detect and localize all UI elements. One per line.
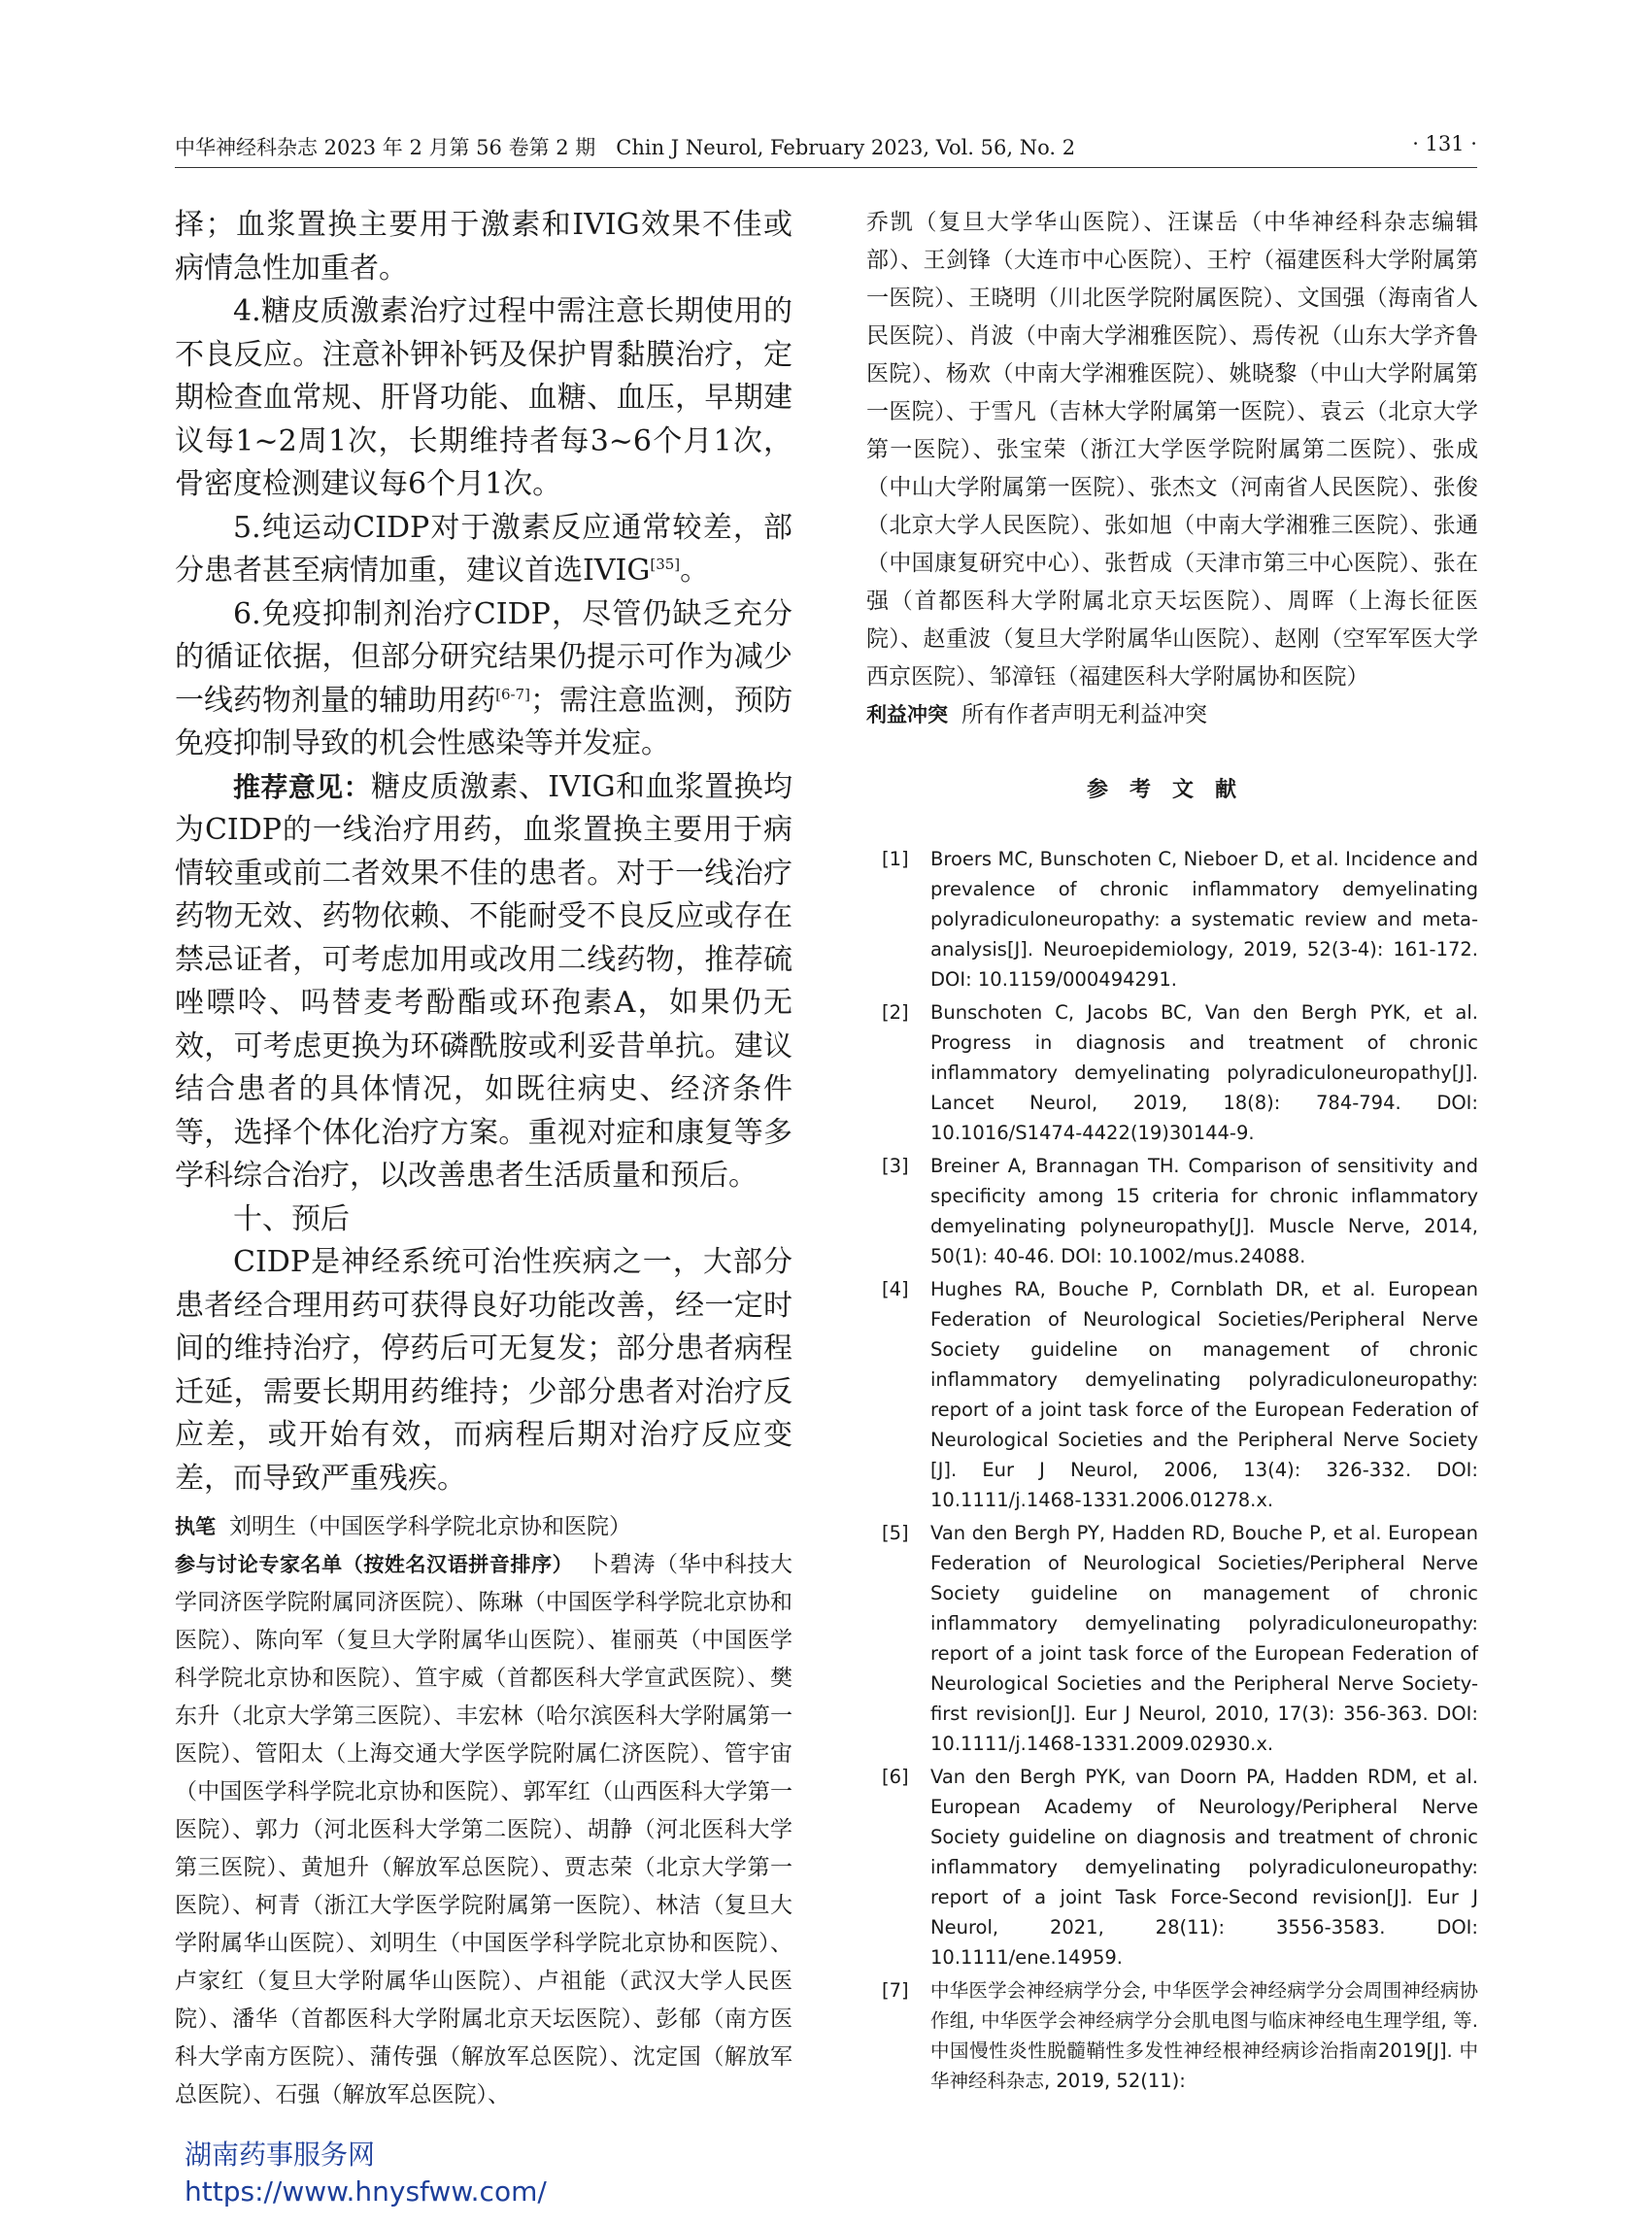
reference-text: Breiner A, Brannagan TH. Comparison of sensitivity and specificity among 15 criteria for chronic inflammatory demyelinating polyneuropathy[J]. Muscle Nerve, 2014, 50(1): 40-46. DOI: 10.1002/mus.24088. — [930, 1155, 1478, 1267]
reference-text: Bunschoten C, Jacobs BC, Van den Bergh PYK, et al. Progress in diagnosis and treatment of chronic inflammatory demyelinating polyradiculoneuropathy[J]. Lancet Neurol, 2019, 18(8): 784-794. DOI: 10.1016/S1474-4422(19)30144-9. — [930, 1001, 1478, 1144]
paragraph-prognosis: CIDP是神经系统可治性疾病之一，大部分患者经合理用药可获得良好功能改善，经一定时间的维持治疗，停药后可无复发；部分患者病程迁延，需要长期用药维持；少部分患者对治疗反应差，或开始有效，而病程后期对治疗反应变差，而导致严重残疾。 — [175, 1245, 792, 1496]
paragraph-4-text: 6.免疫抑制剂治疗CIDP，尽管仍缺乏充分的循证依据，但部分研究结果仍提示可作为减少一线药物剂量的辅助用药 — [175, 596, 792, 718]
author-line — [175, 1508, 792, 1546]
reference-number: [5] — [882, 1522, 909, 1544]
citation-6-7: [6-7] — [495, 685, 530, 703]
recommendation-text: 糖皮质激素、IVIG和血浆置换均为CIDP的一线治疗用药，血浆置换主要用于病情较重或前二者效果不佳的患者。对于一线治疗药物无效、药物依赖、不能耐受不良反应或存在禁忌证者，可考虑加用或改用二线药物，推荐硫唑嘌呤、吗替麦考酚酯或环孢素A，如果仍无效，可考虑更换为环磷酰胺或利妥昔单抗。建议结合患者的具体情况，如既往病史、经济条件等，选择个体化治疗方案。重视对症和康复等多学科综合治疗，以改善患者生活质量和预后。 — [175, 769, 792, 1193]
reference-text: 中华医学会神经病学分会, 中华医学会神经病学分会周围神经病协作组, 中华医学会神经病学分会肌电图与临床神经电生理学组, 等. 中国慢性炎性脱髓鞘性多发性神经根神经病诊治指南2019[J]. 中华神经科杂志, 2019, 52(11): — [930, 1979, 1478, 2092]
author-text: 刘明生（中国医学科学院北京协和医院） — [229, 1514, 631, 1539]
citation-35: [35] — [650, 556, 681, 573]
reference-number: [3] — [882, 1155, 909, 1177]
references-title: 参考文献 — [1086, 778, 1258, 802]
coi-text: 所有作者声明无利益冲突 — [961, 702, 1207, 727]
watermark-url[interactable]: https://www.hnysfww.com/ — [185, 2175, 547, 2208]
running-header — [175, 128, 1477, 168]
experts-label: 参与讨论专家名单（按姓名汉语拼音排序） — [175, 1553, 574, 1576]
reference-text: Van den Bergh PYK, van Doorn PA, Hadden RDM, et al. European Academy of Neurology/Peripheral Nerve Society guideline on diagnosis and treatment of chronic inflammatory demyelinating polyradiculoneuropathy: report of a joint Task Force-Second revision[J]. Eur J Neurol, 2021, 28(11): 3556-3583. DOI: 10.1111/ene.14959. — [930, 1766, 1478, 1969]
reference-text: Broers MC, Bunschoten C, Nieboer D, et al. Incidence and prevalence of chronic inflammatory demyelinating polyradiculoneuropathy: a systematic review and meta-analysis[J]. Neuroepidemiology, 2019, 52(3-4): 161-172. DOI: 10.1159/000494291. — [930, 848, 1478, 991]
recommendation-label: 推荐意见： — [233, 770, 371, 803]
paragraph-4 — [175, 593, 792, 766]
reference-item — [866, 1274, 1478, 1515]
reference-text: Van den Bergh PY, Hadden RD, Bouche P, et al. European Federation of Neurological Societies/Peripheral Nerve Society guideline on management of chronic inflammatory demyelinating polyradiculoneuropathy: report of a joint task force of the European Federation of Neurological Societies and the Peripheral Nerve Society-first revision[J]. Eur J Neurol, 2010, 17(3): 356-363. DOI: 10.1111/j.1468-1331.2009.02930.x. — [930, 1522, 1478, 1755]
reference-item — [866, 1762, 1478, 1972]
conflict-of-interest — [866, 696, 1478, 734]
paragraph-4-end: ；需注意监测，预防免疫抑制导致的机会性感染等并发症。 — [175, 683, 793, 760]
reference-number: [1] — [882, 848, 909, 870]
reference-number: [7] — [882, 1979, 909, 2002]
watermark — [185, 2137, 547, 2210]
paragraph-3 — [175, 507, 792, 593]
reference-number: [2] — [882, 1001, 909, 1024]
journal-citation: 中华神经科杂志 2023 年 2 月第 56 卷第 2 期 Chin J Neurol, February 2023, Vol. 56, No. 2 — [175, 136, 1076, 159]
reference-item — [866, 997, 1478, 1148]
reference-item — [866, 1975, 1478, 2096]
right-column — [866, 204, 1478, 2099]
recommendation-paragraph — [175, 766, 792, 1198]
paragraph-3-end: 。 — [680, 554, 710, 588]
experts-list-continued: 乔凯（复旦大学华山医院）、汪谋岳（中华神经科杂志编辑部）、王剑锋（大连市中心医院）、王柠（福建医科大学附属第一医院）、王晓明（川北医学院附属医院）、文国强（海南省人民医院）、肖波（中南大学湘雅医院）、焉传祝（山东大学齐鲁医院）、杨欢（中南大学湘雅医院）、姚晓黎（中山大学附属第一医院）、于雪凡（吉林大学附属第一医院）、袁云（北京大学第一医院）、张宝荣（浙江大学医学院附属第二医院）、张成（中山大学附属第一医院）、张杰文（河南省人民医院）、张俊（北京大学人民医院）、张如旭（中南大学湘雅三医院）、张通（中国康复研究中心）、张哲成（天津市第三中心医院）、张在强（首都医科大学附属北京天坛医院）、周晖（上海长征医院）、赵重波（复旦大学附属华山医院）、赵刚（空军军医大学西京医院）、邹漳钰（福建医科大学附属协和医院） — [866, 210, 1478, 690]
references-list — [866, 844, 1478, 2096]
reference-item — [866, 1151, 1478, 1271]
section-heading-prognosis: 十、预后 — [233, 1201, 350, 1236]
coi-label: 利益冲突 — [866, 703, 948, 726]
reference-number: [6] — [882, 1766, 909, 1788]
reference-item — [866, 1518, 1478, 1759]
reference-number: [4] — [882, 1278, 909, 1300]
watermark-name: 湖南药事服务网 — [185, 2139, 376, 2171]
reference-text: Hughes RA, Bouche P, Cornblath DR, et al. European Federation of Neurological Societies/Peripheral Nerve Society guideline on management of chronic inflammatory demyelinating polyradiculoneuropathy: report of a joint task force of the European Federation of Neurological Societies and the Peripheral Nerve Society [J]. Eur J Neurol, 2006, 13(4): 326-332. DOI: 10.1111/j.1468-1331.2006.01278.x. — [930, 1278, 1478, 1511]
paragraph-3-text: 5.纯运动CIDP对于激素反应通常较差，部分患者甚至病情加重，建议首选IVIG — [175, 510, 792, 588]
reference-item — [866, 844, 1478, 995]
experts-list — [175, 1546, 792, 2114]
author-label: 执笔 — [175, 1515, 216, 1538]
page-number: · 131 · — [1412, 132, 1477, 155]
experts-text: 卜碧涛（华中科技大学同济医学院附属同济医院）、陈琳（中国医学科学院北京协和医院）、陈向军（复旦大学附属华山医院）、崔丽英（中国医学科学院北京协和医院）、笪宇威（首都医科大学宣武医院）、樊东升（北京大学第三医院）、丰宏林（哈尔滨医科大学附属第一医院）、管阳太（上海交通大学医学院附属仁济医院）、管宇宙（中国医学科学院北京协和医院）、郭军红（山西医科大学第一医院）、郭力（河北医科大学第二医院）、胡静（河北医科大学第三医院）、黄旭升（解放军总医院）、贾志荣（北京大学第一医院）、柯青（浙江大学医学院附属第一医院）、林洁（复旦大学附属华山医院）、刘明生（中国医学科学院北京协和医院）、卢家红（复旦大学附属华山医院）、卢祖能（武汉大学人民医院）、潘华（首都医科大学附属北京天坛医院）、彭郁（南方医科大学南方医院）、蒲传强（解放军总医院）、沈定国（解放军总医院）、石强（解放军总医院）、 — [175, 1552, 793, 2107]
paragraph-2: 4.糖皮质激素治疗过程中需注意长期使用的不良反应。注意补钾补钙及保护胃黏膜治疗，定期检查血常规、肝肾功能、血糖、血压，早期建议每1~2周1次，长期维持者每3~6个月1次，骨密度检测建议每6个月1次。 — [175, 294, 792, 501]
paragraph-1: 择；血浆置换主要用于激素和IVIG效果不佳或病情急性加重者。 — [175, 208, 792, 286]
left-column — [175, 204, 792, 2114]
